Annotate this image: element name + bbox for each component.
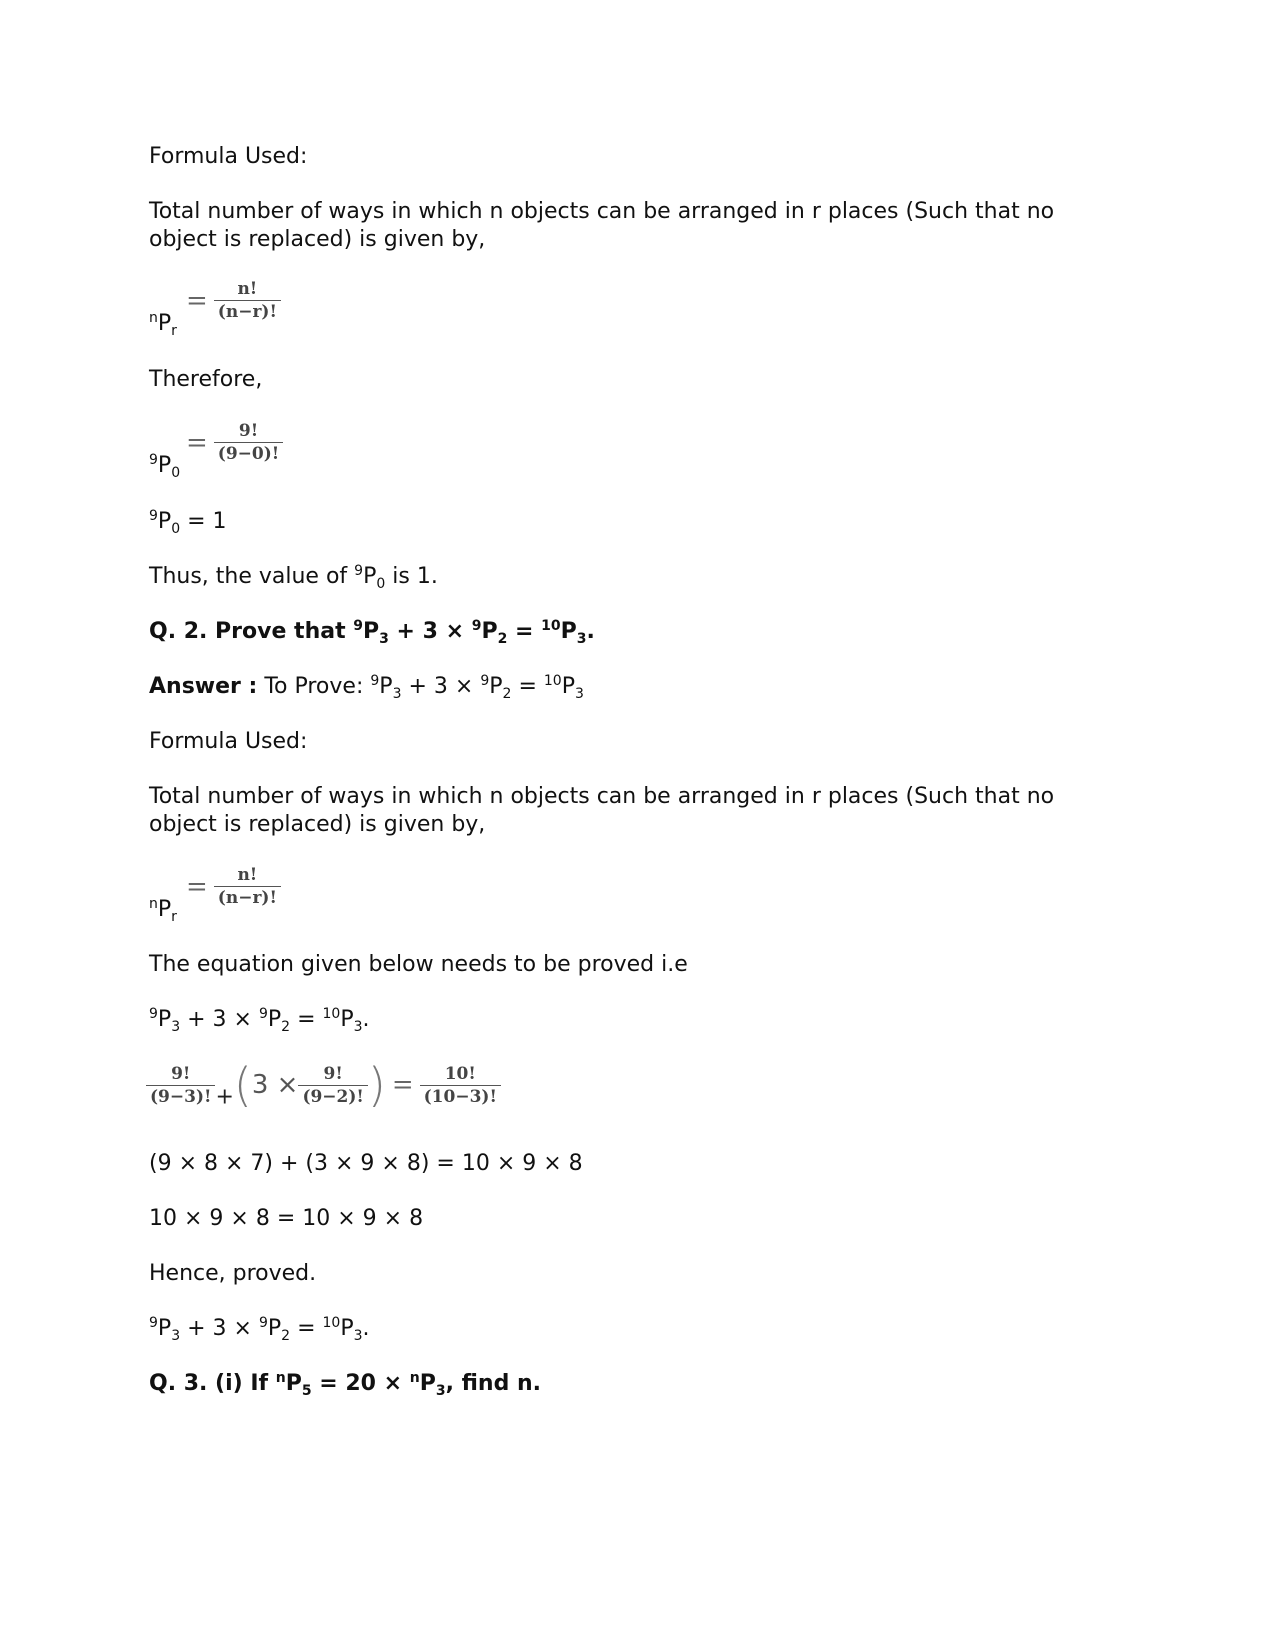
permutation-definition: Total number of ways in which n objects can be arranged in r places (Such that no object is replaced) is given by, [149,199,1055,252]
npr-symbol: $^nP_r$ [149,310,177,339]
9p0-result: $^9P_0 = 1$ [149,508,227,537]
9p0-symbol: $^9P_0$ [149,452,181,481]
answer-line: Answer : To Prove: $^9P_3 + 3 \times ^9P_2 = ^{10}P_3$ [149,673,584,702]
fraction-expansion: $\frac{9!}{(9-3)!}$ +(3 × $\frac{9!}{(9-2)!}$ ) = $\frac{10!}{(10-3)!}$ [146,1058,501,1112]
formula-used-heading: Formula Used: [149,144,308,169]
npr-formula-fraction-2: = $\frac{n!}{(n-r)!}$ [180,864,281,909]
expansion-step: (9 × 8 × 7) + (3 × 9 × 8) = 10 × 9 × 8 [149,1151,583,1176]
therefore-text: Therefore, [149,367,263,392]
9p0-fraction: = $\frac{9!}{(9-0)!}$ [180,420,283,465]
npr-formula-fraction: = $\frac{n!}{(n-r)!}$ [180,278,281,323]
hence-proved: Hence, proved. [149,1261,317,1286]
equation-intro: The equation given below needs to be proved i.e [149,952,688,977]
thus-conclusion: Thus, the value of $^9P_0$ is 1. [149,563,438,592]
question-3: Q. 3. (i) If $^nP_5 = 20 \times ^nP_3$, find n. [149,1370,542,1399]
simplification-step: 10 × 9 × 8 = 10 × 9 × 8 [149,1206,424,1231]
permutation-definition-2: Total number of ways in which n objects can be arranged in r places (Such that no object is replaced) is given by, [149,784,1055,837]
equation-to-prove: $^9P_3 + 3 \times ^9P_2 = ^{10}P_3$. [149,1006,370,1035]
npr-symbol-2: $^nP_r$ [149,896,177,925]
proved-equation: $^9P_3 + 3 \times ^9P_2 = ^{10}P_3$. [149,1315,370,1344]
question-2: Q. 2. Prove that $^9P_3 + 3 \times ^9P_2 = ^{10}P_3$. [149,618,595,647]
formula-used-heading-2: Formula Used: [149,729,308,754]
